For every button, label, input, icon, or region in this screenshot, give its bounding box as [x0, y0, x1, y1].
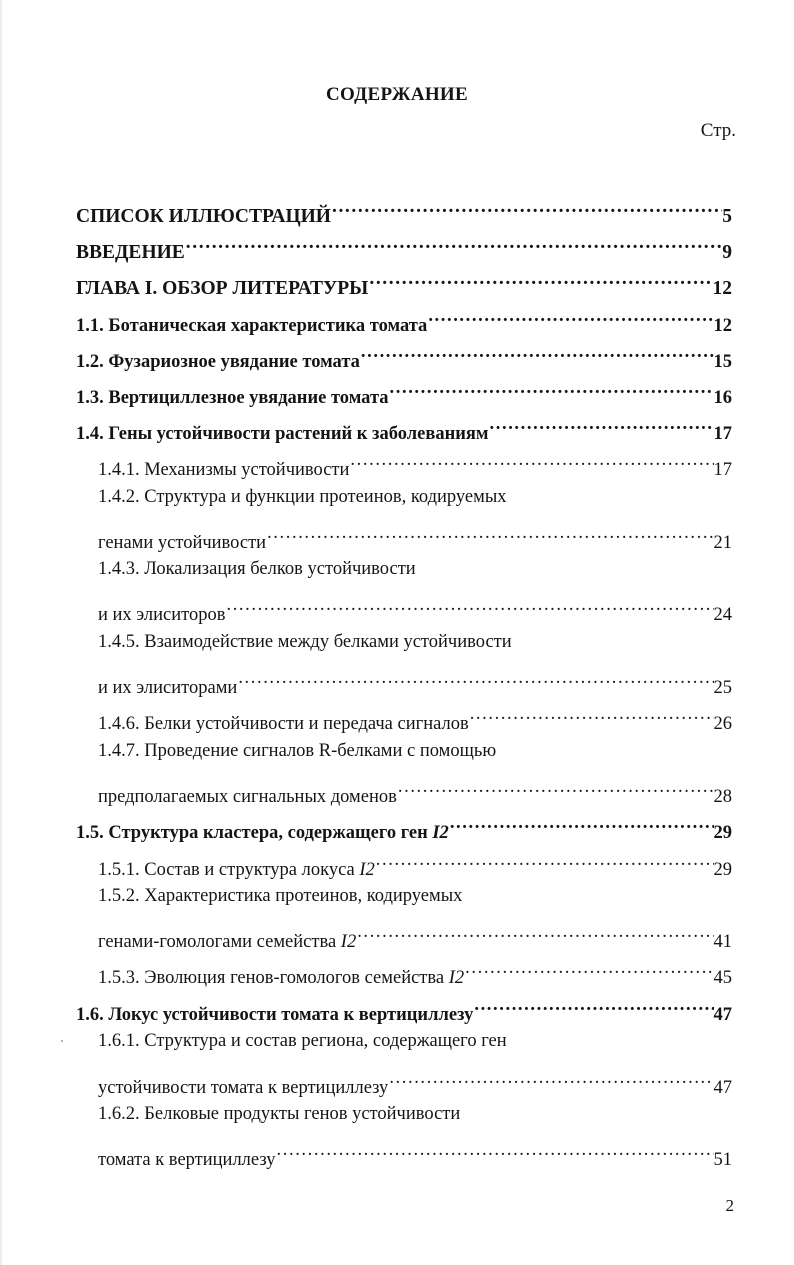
- toc-entry-text: генами устойчивости: [98, 533, 267, 553]
- dot-leader: [473, 990, 713, 1020]
- scan-speck: [61, 1040, 63, 1042]
- toc-entry-text: 1.4.1. Механизмы устойчивости: [98, 460, 350, 480]
- toc-entry-text: 1.4.7. Проведение сигналов R-белками с помощью: [98, 741, 497, 761]
- toc-entry-page: 21: [713, 533, 732, 553]
- toc-entry-page: 17: [713, 424, 732, 444]
- toc-entry-page: 45: [713, 968, 732, 988]
- dot-leader: [331, 192, 722, 222]
- toc-entry-1-2[interactable]: [76, 337, 732, 372]
- toc-entry-text: генами-гомологами семейства I2: [98, 932, 357, 952]
- toc-entry-text: 1.5.3. Эволюция генов-гомологов семейства I2: [98, 968, 465, 988]
- toc-entry-text: устойчивости томата к вертициллезу: [98, 1078, 389, 1098]
- toc-entry-1-6-2-line2[interactable]: [98, 1135, 732, 1170]
- toc-entry-1-4-6[interactable]: [98, 699, 732, 734]
- dot-leader: [427, 301, 713, 331]
- toc-entry-text: предполагаемых сигнальных доменов: [98, 787, 397, 807]
- toc-entry-1-4-1[interactable]: [98, 445, 732, 480]
- toc-entry-text: 1.5. Структура кластера, содержащего ген I2: [76, 823, 449, 843]
- toc-entry-text: СПИСОК ИЛЛЮСТРАЦИЙ: [76, 206, 331, 227]
- dot-leader: [464, 953, 713, 983]
- gene-name-italic: I2: [448, 968, 465, 988]
- toc-entry-1-6-2-line1[interactable]: [98, 1099, 732, 1129]
- toc-entry-page: 17: [713, 460, 732, 480]
- toc-entry-1-5-2-line2[interactable]: [98, 917, 732, 952]
- toc-entry-text: томата к вертициллезу: [98, 1150, 276, 1170]
- toc-entry-page: 47: [713, 1078, 732, 1098]
- toc-entry-1-4-7-line2[interactable]: [98, 772, 732, 807]
- toc-entry-1-3[interactable]: [76, 373, 732, 408]
- toc-entry-text: 1.6.2. Белковые продукты генов устойчивости: [98, 1104, 461, 1124]
- toc-entry-1-5-3[interactable]: [98, 953, 732, 988]
- toc-entry-1-6-1-line1[interactable]: [98, 1026, 732, 1056]
- toc-entry-1-4-2-line2[interactable]: [98, 518, 732, 553]
- dot-leader: [397, 772, 714, 802]
- toc-entry-text: и их элиситоров: [98, 605, 226, 625]
- toc-entry-text: ГЛАВА I. ОБЗОР ЛИТЕРАТУРЫ: [76, 278, 369, 299]
- dot-leader: [449, 808, 714, 838]
- toc-entry-1-4-5-line2[interactable]: [98, 663, 732, 698]
- toc-entry-1-4-7-line1[interactable]: [98, 736, 732, 766]
- toc-entry-list-of-illustrations[interactable]: [76, 192, 732, 227]
- page-number: 2: [725, 1196, 734, 1215]
- toc-entry-text: 1.6.1. Структура и состав региона, содержащего ген: [98, 1031, 507, 1051]
- gene-name-italic: I2: [432, 823, 449, 843]
- toc-entry-introduction[interactable]: [76, 228, 732, 263]
- toc-entry-page: 47: [713, 1005, 732, 1025]
- toc-entry-page: 12: [713, 316, 732, 336]
- dot-leader: [360, 337, 714, 367]
- dot-leader: [356, 917, 713, 947]
- dot-leader: [469, 699, 714, 729]
- toc-entry-page: 15: [713, 352, 732, 372]
- toc-entry-1-5-2-line1[interactable]: [98, 881, 732, 911]
- dot-leader: [368, 264, 712, 294]
- dot-leader: [225, 590, 713, 620]
- toc-entry-1-6-1-line2[interactable]: [98, 1063, 732, 1098]
- toc-entry-chapter-1[interactable]: [76, 264, 732, 299]
- toc-entry-1-1[interactable]: [76, 301, 732, 336]
- toc-entry-text: 1.4.6. Белки устойчивости и передача сигналов: [98, 714, 469, 734]
- toc-entry-text: 1.5.1. Состав и структура локуса I2: [98, 860, 375, 880]
- toc-entry-text: 1.4.3. Локализация белков устойчивости: [98, 559, 416, 579]
- dot-leader: [375, 845, 714, 875]
- toc-entry-1-4-3-line2[interactable]: [98, 590, 732, 625]
- toc-entry-1-4-5-line1[interactable]: [98, 627, 732, 657]
- dot-leader: [349, 445, 713, 475]
- toc-entry-1-4-3-line1[interactable]: [98, 554, 732, 584]
- dot-leader: [388, 1063, 713, 1093]
- toc-entry-text: 1.6. Локус устойчивости томата к вертициллезу: [76, 1005, 474, 1025]
- toc-entry-text: 1.1. Ботаническая характеристика томата: [76, 316, 428, 336]
- toc-entry-page: 41: [713, 932, 732, 952]
- toc-entry-1-5[interactable]: [76, 808, 732, 843]
- toc-entry-page: 25: [713, 678, 732, 698]
- dot-leader: [237, 663, 713, 693]
- gene-name-italic: I2: [359, 860, 375, 880]
- gene-name-italic: I2: [340, 932, 357, 952]
- toc-entry-page: 12: [712, 278, 732, 299]
- page-title: СОДЕРЖАНИЕ: [326, 84, 468, 105]
- toc-entry-page: 5: [722, 206, 732, 227]
- toc-entry-text: и их элиситорами: [98, 678, 238, 698]
- toc-entry-page: 16: [713, 388, 732, 408]
- toc-entry-text: 1.4. Гены устойчивости растений к заболеваниям: [76, 424, 489, 444]
- toc-entry-text: ВВЕДЕНИЕ: [76, 242, 185, 263]
- toc-entry-page: 26: [713, 714, 732, 734]
- page-column-label: Стр.: [700, 120, 736, 141]
- toc-entry-text: 1.4.5. Взаимодействие между белками устойчивости: [98, 632, 512, 652]
- dot-leader: [185, 228, 722, 258]
- toc-entry-page: 51: [713, 1150, 732, 1170]
- toc-entry-1-4[interactable]: [76, 409, 732, 444]
- dot-leader: [266, 518, 713, 548]
- toc-entry-text: 1.3. Вертициллезное увядание томата: [76, 388, 389, 408]
- toc-entry-page: 29: [713, 860, 732, 880]
- toc-entry-text: 1.5.2. Характеристика протеинов, кодируемых: [98, 886, 463, 906]
- dot-leader: [276, 1135, 714, 1165]
- scan-edge-shadow: [0, 0, 3, 1265]
- toc-entry-1-4-2-line1[interactable]: [98, 482, 732, 512]
- toc-entry-page: 28: [713, 787, 732, 807]
- toc-entry-page: 24: [713, 605, 732, 625]
- toc-entry-page: 9: [722, 242, 732, 263]
- toc-entry-1-5-1[interactable]: [98, 845, 732, 880]
- dot-leader: [489, 409, 714, 439]
- dot-leader: [389, 373, 714, 403]
- toc-entry-1-6[interactable]: [76, 990, 732, 1025]
- toc-entry-page: 29: [713, 823, 732, 843]
- toc-entry-text: 1.2. Фузариозное увядание томата: [76, 352, 360, 372]
- toc-entry-text: 1.4.2. Структура и функции протеинов, кодируемых: [98, 487, 507, 507]
